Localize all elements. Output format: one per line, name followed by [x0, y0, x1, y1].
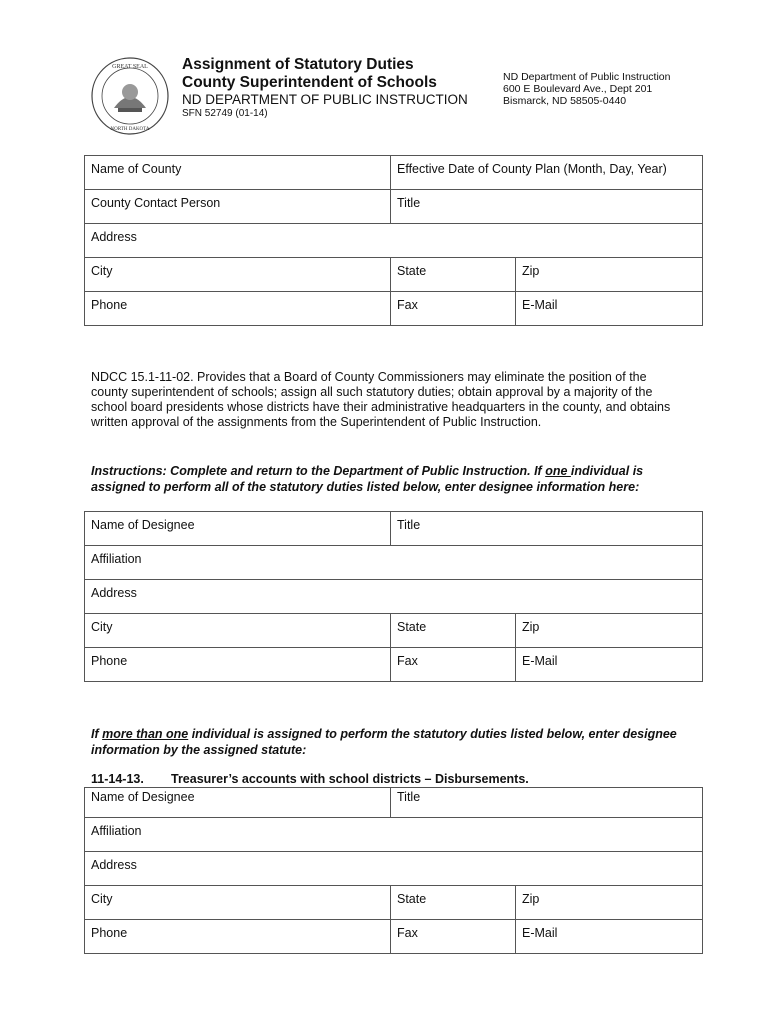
- contact-title-field[interactable]: Title: [391, 190, 703, 224]
- statute-code: 11-14-13.: [91, 772, 144, 786]
- designee-email-field[interactable]: E-Mail: [516, 648, 703, 682]
- county-address-field[interactable]: Address: [85, 224, 703, 258]
- statute-designee-name-field[interactable]: Name of Designee: [85, 788, 391, 818]
- county-info-table: [84, 155, 703, 326]
- county-name-field[interactable]: Name of County: [85, 156, 391, 190]
- address-line-3: Bismarck, ND 58505-0440: [503, 95, 627, 107]
- statute-fax-field[interactable]: Fax: [391, 920, 516, 954]
- designee-fax-field[interactable]: Fax: [391, 648, 516, 682]
- form-title: Assignment of Statutory Duties: [182, 56, 414, 73]
- designee-zip-field[interactable]: Zip: [516, 614, 703, 648]
- statute-state-field[interactable]: State: [391, 886, 516, 920]
- designee-name-field[interactable]: Name of Designee: [85, 512, 391, 546]
- designee-phone-field[interactable]: Phone: [85, 648, 391, 682]
- designee-affiliation-field[interactable]: Affiliation: [85, 546, 703, 580]
- county-fax-field[interactable]: Fax: [391, 292, 516, 326]
- ndcc-paragraph: NDCC 15.1-11-02. Provides that a Board of County Commissioners may eliminate the position of the county superintendent of schools; assign all such statutory duties; obtain approval by a majority of the school board presidents whose districts have their administrative headquarters in the county, and obtains written approval of the assignments from the Superintendent of Public Instruction.: [91, 370, 671, 429]
- statute-designee-table: [84, 787, 703, 954]
- designee-title-field[interactable]: Title: [391, 512, 703, 546]
- effective-date-field[interactable]: Effective Date of County Plan (Month, Day, Year): [391, 156, 703, 190]
- multiple-designee-instructions: If more than one individual is assigned to perform the statutory duties listed below, enter designee information by the assigned statute:: [91, 727, 677, 757]
- svg-text:GREAT SEAL: GREAT SEAL: [112, 64, 148, 70]
- address-line-1: ND Department of Public Instruction: [503, 71, 671, 83]
- statute-email-field[interactable]: E-Mail: [516, 920, 703, 954]
- statute-phone-field[interactable]: Phone: [85, 920, 391, 954]
- county-email-field[interactable]: E-Mail: [516, 292, 703, 326]
- form-number: SFN 52749 (01-14): [182, 108, 268, 119]
- county-zip-field[interactable]: Zip: [516, 258, 703, 292]
- county-city-field[interactable]: City: [85, 258, 391, 292]
- statute-heading: [91, 772, 529, 786]
- department-name: ND DEPARTMENT OF PUBLIC INSTRUCTION: [182, 92, 468, 107]
- county-state-field[interactable]: State: [391, 258, 516, 292]
- svg-text:NORTH DAKOTA: NORTH DAKOTA: [110, 127, 150, 132]
- county-phone-field[interactable]: Phone: [85, 292, 391, 326]
- great-seal-logo: [90, 56, 170, 136]
- designee-state-field[interactable]: State: [391, 614, 516, 648]
- designee-address-field[interactable]: Address: [85, 580, 703, 614]
- statute-description: Treasurer’s accounts with school districts – Disbursements.: [171, 772, 529, 786]
- statute-city-field[interactable]: City: [85, 886, 391, 920]
- address-line-2: 600 E Boulevard Ave., Dept 201: [503, 83, 653, 95]
- designee-city-field[interactable]: City: [85, 614, 391, 648]
- designee-info-table: [84, 511, 703, 682]
- form-subtitle: County Superintendent of Schools: [182, 74, 437, 91]
- contact-person-field[interactable]: County Contact Person: [85, 190, 391, 224]
- statute-affiliation-field[interactable]: Affiliation: [85, 818, 703, 852]
- statute-zip-field[interactable]: Zip: [516, 886, 703, 920]
- instructions-text: Instructions: Complete and return to the Department of Public Instruction. If one individual is assigned to perform all of the statutory duties listed below, enter designee information here:: [91, 464, 644, 494]
- statute-designee-title-field[interactable]: Title: [391, 788, 703, 818]
- statute-address-field[interactable]: Address: [85, 852, 703, 886]
